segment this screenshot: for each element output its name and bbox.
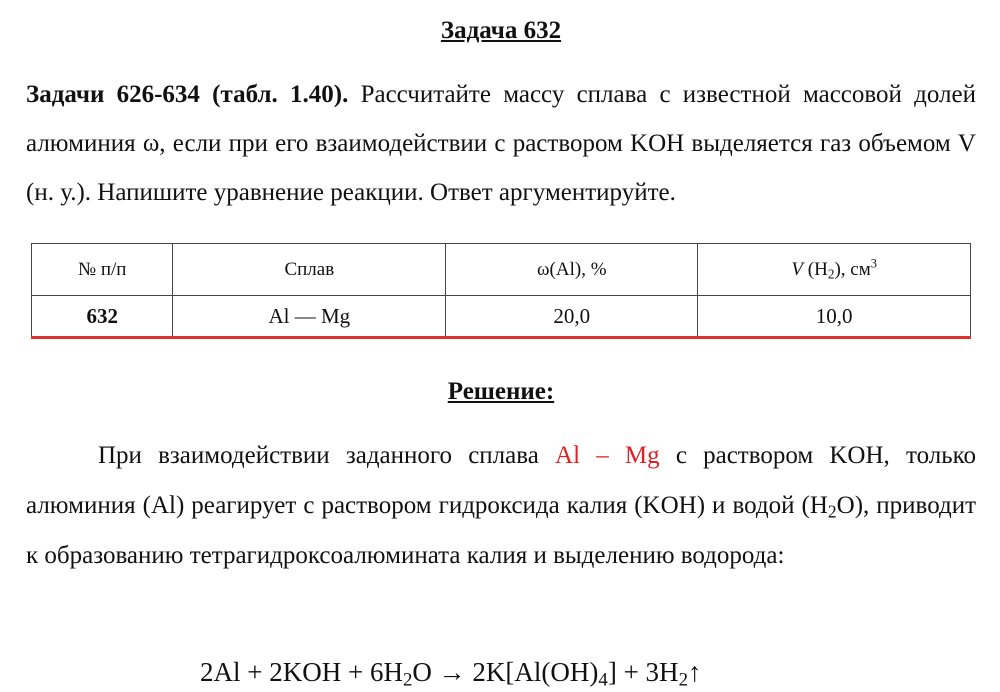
document-page — [26, 0, 976, 691]
eq-rhs-close: ] + 3H — [607, 657, 679, 687]
solution-paragraph — [26, 431, 976, 581]
cell-omega: 20,0 — [446, 296, 698, 338]
task-text: Рассчитайте массу сплава с известной массовой долей алюминия ω, если при его взаимодействии с раствором KOH выделяется газ объемом V (н. у.). Напишите уравнение реакции. Ответ аргументируйте. — [26, 81, 976, 206]
table-header-row — [32, 244, 971, 296]
alloy-highlight: Al – Mg — [555, 442, 660, 469]
eq-lhs: 2Al + 2KOH + 6H — [200, 657, 403, 687]
header-volume-close: ), см — [834, 258, 871, 280]
page-title: Задача 632 — [440, 17, 562, 44]
header-omega: ω(Al), % — [446, 244, 698, 296]
table-row — [32, 296, 971, 338]
solution-text-c: O), приводит к образованию тетрагидроксоалюмината калия и выделению водорода: — [26, 492, 976, 569]
task-statement — [26, 70, 976, 217]
reaction-equation — [200, 652, 702, 692]
eq-arrow: → — [438, 657, 466, 687]
solution-text-a: При взаимодействии заданного сплава — [98, 442, 556, 469]
header-volume-sub: 2 — [827, 265, 835, 281]
eq-rhs-sub: 4 — [598, 669, 608, 691]
cell-num: 632 — [32, 296, 173, 338]
cell-volume: 10,0 — [698, 296, 971, 338]
eq-lhs-sub: 2 — [402, 669, 413, 691]
eq-rhs-h-sub: 2 — [678, 669, 689, 691]
header-alloy: Сплав — [173, 244, 446, 296]
eq-rhs: 2K[Al(OH) — [472, 657, 599, 687]
header-volume-v: V — [791, 258, 803, 280]
cell-alloy: Al — Mg — [173, 296, 446, 338]
solution-sub: 2 — [827, 501, 837, 522]
eq-lhs-o: O — [412, 657, 432, 687]
solution-text-b: с раствором KOH, только алюминия (Al) реагирует с раствором гидроксида калия (KOH) и водой (H — [26, 442, 976, 519]
header-volume-open: (H — [803, 258, 828, 280]
header-volume — [698, 244, 971, 296]
eq-up-arrow: ↑ — [688, 657, 702, 687]
solution-title: Решение: — [447, 378, 555, 405]
header-num: № п/п — [32, 244, 173, 296]
task-bold-prefix: Задачи 626-634 (табл. 1.40). — [26, 81, 349, 108]
header-volume-sup: 3 — [870, 256, 877, 271]
data-table — [31, 243, 971, 339]
